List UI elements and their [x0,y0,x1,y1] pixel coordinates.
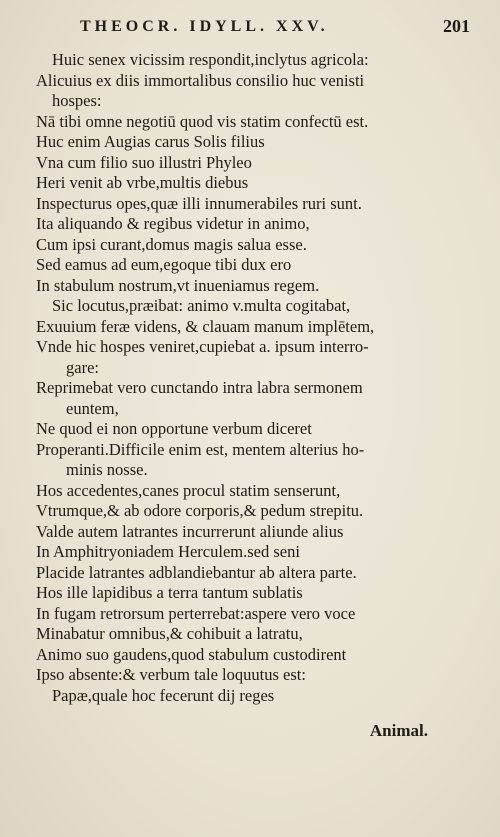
text-line: Vna cum filio suo illustri Phyleo [36,152,252,172]
text-line: Vtrumque,& ab odore corporis,& pedum strepitu. [36,501,364,520]
text-line: Vnde hic hospes veniret,cupiebat a. ipsum interro- [36,337,369,356]
text-line: Huic senex vicissim respondit,inclytus agricola: [52,50,369,69]
text-line: Properanti.Difficile enim est, mentem alterius ho- [36,439,365,459]
text-line: hospes: [52,91,102,110]
text-line: Valde autem latrantes incurrerunt aliunde alius [36,521,344,541]
text-line: euntem, [66,398,119,418]
text-line: Sed eamus ad eum,egoque tibi dux ero [36,255,292,274]
text-line: gare: [66,357,99,377]
text-line: In fugam retrorsum perterrebat:aspere vero voce [36,603,356,623]
text-line: Ita aliquando & regibus videtur in animo, [36,214,310,233]
text-line: Heri venit ab vrbe,multis diebus [36,173,249,192]
text-line: Minabatur omnibus,& cohibuit a latratu, [36,624,303,643]
running-head: THEOCR. IDYLL. XXV. [80,18,329,35]
text-line: Exuuium feræ videns, & clauam manum implētem, [36,316,375,336]
text-line: Reprimebat vero cunctando intra labra sermonem [36,378,363,397]
text-line: Alicuius ex diis immortalibus consilio huc venisti [36,70,365,90]
text-line: Ipso absente:& verbum tale loquutus est: [36,665,306,684]
text-line: Nā tibi omne negotiū quod vis statim confectū est. [36,111,369,131]
poem-text [28,50,468,706]
page-number: 201 [443,16,470,36]
text-line: Inspecturus opes,quæ illi innumerabiles ruri sunt. [36,193,362,213]
text-line: Hos ille lapidibus a terra tantum sublatis [36,583,303,602]
text-line: Papæ,quale hoc fecerunt dij reges [52,685,275,705]
text-line: In Amphitryoniadem Herculem.sed seni [36,542,300,561]
text-line: In stabulum nostrum,vt inueniamus regem. [36,275,320,295]
catchword: Animal. [369,721,428,740]
text-line: Cum ipsi curant,domus magis salua esse. [36,234,307,254]
text-line: Animo suo gaudens,quod stabulum custodirent [36,644,347,664]
text-line: Hos accedentes,canes procul statim senserunt, [36,480,341,500]
text-line: Sic locutus,præibat: animo v.multa cogitabat, [52,296,351,315]
text-line: Placide latrantes adblandiebantur ab altera parte. [36,562,357,582]
text-line: Huc enim Augias carus Solis filius [36,132,265,151]
text-line: Ne quod ei non opportune verbum diceret [36,419,312,438]
page-header [70,14,470,44]
text-line: minis nosse. [66,460,148,479]
